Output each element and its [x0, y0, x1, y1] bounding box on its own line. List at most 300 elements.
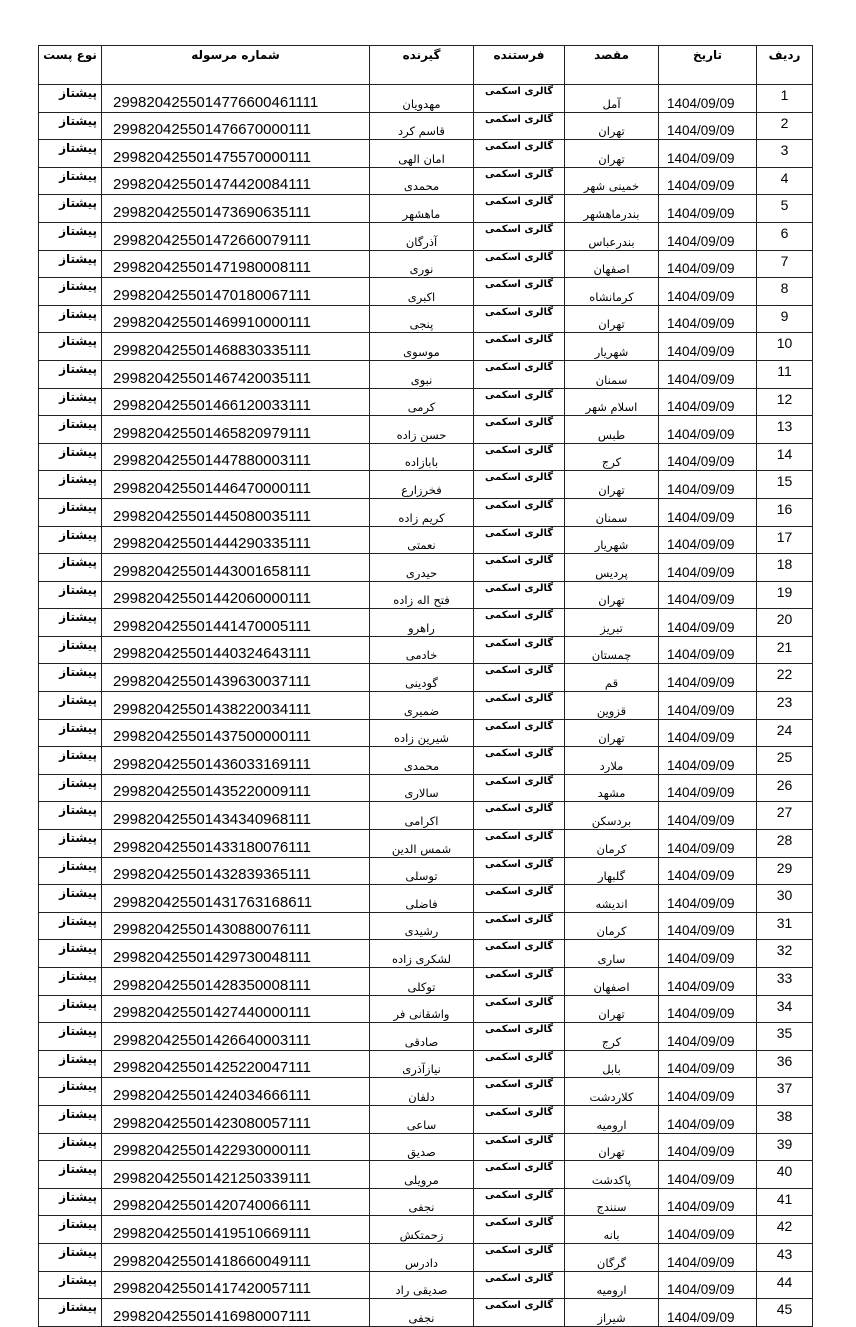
- tracking-number-cell: 299820425501444290335111: [102, 526, 370, 554]
- destination-cell: تهران: [565, 305, 659, 333]
- post-type-cell: پیشتاز: [39, 1188, 102, 1216]
- receiver-cell: توسلی: [370, 857, 474, 885]
- row-number-cell: 11: [757, 360, 813, 388]
- header-sender: فرستنده: [474, 46, 565, 85]
- sender-cell: گالری اسکمی: [474, 471, 565, 499]
- date-cell: 1404/09/09: [659, 692, 757, 720]
- header-post-type: نوع پست: [39, 46, 102, 85]
- destination-cell: تهران: [565, 719, 659, 747]
- destination-cell: کرج: [565, 1023, 659, 1051]
- post-type-cell: پیشتاز: [39, 1078, 102, 1106]
- post-type-cell: پیشتاز: [39, 526, 102, 554]
- date-cell: 1404/09/09: [659, 360, 757, 388]
- date-cell: 1404/09/09: [659, 1078, 757, 1106]
- table-row: [39, 498, 813, 526]
- date-cell: 1404/09/09: [659, 802, 757, 830]
- post-type-cell: پیشتاز: [39, 857, 102, 885]
- destination-cell: اندیشه: [565, 885, 659, 913]
- row-number-cell: 32: [757, 940, 813, 968]
- table-row: [39, 636, 813, 664]
- destination-cell: پردیس: [565, 554, 659, 582]
- post-type-cell: پیشتاز: [39, 167, 102, 195]
- destination-cell: تهران: [565, 581, 659, 609]
- post-type-cell: پیشتاز: [39, 1216, 102, 1244]
- sender-cell: گالری اسکمی: [474, 167, 565, 195]
- destination-cell: کرمانشاه: [565, 278, 659, 306]
- sender-cell: گالری اسکمی: [474, 140, 565, 168]
- sender-cell: گالری اسکمی: [474, 1133, 565, 1161]
- sender-cell: گالری اسکمی: [474, 636, 565, 664]
- row-number-cell: 38: [757, 1105, 813, 1133]
- destination-cell: قزوین: [565, 692, 659, 720]
- row-number-cell: 41: [757, 1188, 813, 1216]
- row-number-cell: 7: [757, 250, 813, 278]
- row-number-cell: 28: [757, 830, 813, 858]
- row-number-cell: 45: [757, 1299, 813, 1327]
- receiver-cell: کریم زاده: [370, 498, 474, 526]
- post-type-cell: پیشتاز: [39, 1243, 102, 1271]
- receiver-cell: توکلی: [370, 968, 474, 996]
- row-number-cell: 25: [757, 747, 813, 775]
- post-type-cell: پیشتاز: [39, 112, 102, 140]
- table-row: [39, 278, 813, 306]
- table-row: [39, 1105, 813, 1133]
- row-number-cell: 27: [757, 802, 813, 830]
- receiver-cell: نبوی: [370, 360, 474, 388]
- destination-cell: خمینی شهر: [565, 167, 659, 195]
- post-type-cell: پیشتاز: [39, 747, 102, 775]
- destination-cell: شیراز: [565, 1299, 659, 1327]
- table-header-row: [39, 46, 813, 85]
- row-number-cell: 44: [757, 1271, 813, 1299]
- sender-cell: گالری اسکمی: [474, 802, 565, 830]
- tracking-number-cell: 299820425501423080057111: [102, 1105, 370, 1133]
- date-cell: 1404/09/09: [659, 471, 757, 499]
- receiver-cell: لشکری زاده: [370, 940, 474, 968]
- tracking-number-cell: 299820425501427440000111: [102, 995, 370, 1023]
- receiver-cell: صدیق: [370, 1133, 474, 1161]
- post-type-cell: پیشتاز: [39, 1105, 102, 1133]
- sender-cell: گالری اسکمی: [474, 774, 565, 802]
- sender-cell: گالری اسکمی: [474, 692, 565, 720]
- table-row: [39, 554, 813, 582]
- sender-cell: گالری اسکمی: [474, 85, 565, 113]
- receiver-cell: نجفی: [370, 1188, 474, 1216]
- tracking-number-cell: 299820425501424034666111: [102, 1078, 370, 1106]
- table-row: [39, 774, 813, 802]
- destination-cell: چمستان: [565, 636, 659, 664]
- row-number-cell: 12: [757, 388, 813, 416]
- destination-cell: اصفهان: [565, 250, 659, 278]
- receiver-cell: اکبری: [370, 278, 474, 306]
- post-type-cell: پیشتاز: [39, 443, 102, 471]
- receiver-cell: نوری: [370, 250, 474, 278]
- row-number-cell: 17: [757, 526, 813, 554]
- tracking-number-cell: 299820425501435220009111: [102, 774, 370, 802]
- sender-cell: گالری اسکمی: [474, 526, 565, 554]
- sender-cell: گالری اسکمی: [474, 664, 565, 692]
- date-cell: 1404/09/09: [659, 443, 757, 471]
- sender-cell: گالری اسکمی: [474, 940, 565, 968]
- tracking-number-cell: 299820425501418660049111: [102, 1243, 370, 1271]
- table-row: [39, 305, 813, 333]
- table-row: [39, 692, 813, 720]
- date-cell: 1404/09/09: [659, 912, 757, 940]
- post-type-cell: پیشتاز: [39, 885, 102, 913]
- tracking-number-cell: 299820425501438220034111: [102, 692, 370, 720]
- receiver-cell: امان الهی: [370, 140, 474, 168]
- shipments-table: [38, 45, 813, 1327]
- receiver-cell: ماهشهر: [370, 195, 474, 223]
- receiver-cell: فخرزارع: [370, 471, 474, 499]
- row-number-cell: 5: [757, 195, 813, 223]
- tracking-number-cell: 2998204255014776600461111: [102, 85, 370, 113]
- post-type-cell: پیشتاز: [39, 360, 102, 388]
- destination-cell: سمنان: [565, 498, 659, 526]
- shipment-sheet: [38, 45, 812, 1327]
- receiver-cell: قاسم کرد: [370, 112, 474, 140]
- row-number-cell: 21: [757, 636, 813, 664]
- destination-cell: ارومیه: [565, 1271, 659, 1299]
- post-type-cell: پیشتاز: [39, 278, 102, 306]
- sender-cell: گالری اسکمی: [474, 554, 565, 582]
- date-cell: 1404/09/09: [659, 250, 757, 278]
- destination-cell: گرگان: [565, 1243, 659, 1271]
- row-number-cell: 39: [757, 1133, 813, 1161]
- receiver-cell: دادرس: [370, 1243, 474, 1271]
- row-number-cell: 33: [757, 968, 813, 996]
- receiver-cell: حسن زاده: [370, 416, 474, 444]
- date-cell: 1404/09/09: [659, 195, 757, 223]
- post-type-cell: پیشتاز: [39, 581, 102, 609]
- receiver-cell: ضمیری: [370, 692, 474, 720]
- tracking-number-cell: 299820425501443001658111: [102, 554, 370, 582]
- receiver-cell: سالاری: [370, 774, 474, 802]
- destination-cell: کرمان: [565, 830, 659, 858]
- table-row: [39, 85, 813, 113]
- receiver-cell: حیدری: [370, 554, 474, 582]
- tracking-number-cell: 299820425501436033169111: [102, 747, 370, 775]
- destination-cell: طبس: [565, 416, 659, 444]
- receiver-cell: شیرین زاده: [370, 719, 474, 747]
- date-cell: 1404/09/09: [659, 305, 757, 333]
- destination-cell: گلبهار: [565, 857, 659, 885]
- row-number-cell: 22: [757, 664, 813, 692]
- destination-cell: اصفهان: [565, 968, 659, 996]
- tracking-number-cell: 299820425501441470005111: [102, 609, 370, 637]
- date-cell: 1404/09/09: [659, 664, 757, 692]
- sender-cell: گالری اسکمی: [474, 581, 565, 609]
- date-cell: 1404/09/09: [659, 1216, 757, 1244]
- sender-cell: گالری اسکمی: [474, 719, 565, 747]
- post-type-cell: پیشتاز: [39, 333, 102, 361]
- sender-cell: گالری اسکمی: [474, 609, 565, 637]
- sender-cell: گالری اسکمی: [474, 1216, 565, 1244]
- tracking-number-cell: 299820425501470180067111: [102, 278, 370, 306]
- table-row: [39, 830, 813, 858]
- date-cell: 1404/09/09: [659, 1161, 757, 1189]
- post-type-cell: پیشتاز: [39, 636, 102, 664]
- receiver-cell: موسوی: [370, 333, 474, 361]
- table-row: [39, 360, 813, 388]
- destination-cell: سنندج: [565, 1188, 659, 1216]
- receiver-cell: واشقانی فر: [370, 995, 474, 1023]
- date-cell: 1404/09/09: [659, 112, 757, 140]
- tracking-number-cell: 299820425501437500000111: [102, 719, 370, 747]
- receiver-cell: نیازآذری: [370, 1050, 474, 1078]
- destination-cell: بابل: [565, 1050, 659, 1078]
- post-type-cell: پیشتاز: [39, 305, 102, 333]
- row-number-cell: 36: [757, 1050, 813, 1078]
- destination-cell: اسلام شهر: [565, 388, 659, 416]
- row-number-cell: 1: [757, 85, 813, 113]
- row-number-cell: 29: [757, 857, 813, 885]
- destination-cell: بندرعباس: [565, 222, 659, 250]
- destination-cell: کرج: [565, 443, 659, 471]
- sender-cell: گالری اسکمی: [474, 1243, 565, 1271]
- receiver-cell: محمدی: [370, 167, 474, 195]
- table-row: [39, 526, 813, 554]
- table-row: [39, 857, 813, 885]
- post-type-cell: پیشتاز: [39, 416, 102, 444]
- destination-cell: کرمان: [565, 912, 659, 940]
- receiver-cell: اکرامی: [370, 802, 474, 830]
- sender-cell: گالری اسکمی: [474, 443, 565, 471]
- sender-cell: گالری اسکمی: [474, 278, 565, 306]
- table-row: [39, 1023, 813, 1051]
- receiver-cell: ساعی: [370, 1105, 474, 1133]
- row-number-cell: 13: [757, 416, 813, 444]
- sender-cell: گالری اسکمی: [474, 995, 565, 1023]
- table-row: [39, 443, 813, 471]
- row-number-cell: 9: [757, 305, 813, 333]
- date-cell: 1404/09/09: [659, 167, 757, 195]
- receiver-cell: مرویلی: [370, 1161, 474, 1189]
- receiver-cell: آذرگان: [370, 222, 474, 250]
- tracking-number-cell: 299820425501419510669111: [102, 1216, 370, 1244]
- sender-cell: گالری اسکمی: [474, 1105, 565, 1133]
- tracking-number-cell: 299820425501416980007111: [102, 1299, 370, 1327]
- header-destination: مقصد: [565, 46, 659, 85]
- tracking-number-cell: 299820425501465820979111: [102, 416, 370, 444]
- tracking-number-cell: 299820425501429730048111: [102, 940, 370, 968]
- table-row: [39, 802, 813, 830]
- tracking-number-cell: 299820425501466120033111: [102, 388, 370, 416]
- date-cell: 1404/09/09: [659, 857, 757, 885]
- post-type-cell: پیشتاز: [39, 664, 102, 692]
- post-type-cell: پیشتاز: [39, 1133, 102, 1161]
- destination-cell: مشهد: [565, 774, 659, 802]
- table-row: [39, 388, 813, 416]
- date-cell: 1404/09/09: [659, 968, 757, 996]
- table-row: [39, 222, 813, 250]
- date-cell: 1404/09/09: [659, 1023, 757, 1051]
- sender-cell: گالری اسکمی: [474, 305, 565, 333]
- tracking-number-cell: 299820425501431763168611: [102, 885, 370, 913]
- tracking-number-cell: 299820425501442060000111: [102, 581, 370, 609]
- post-type-cell: پیشتاز: [39, 774, 102, 802]
- receiver-cell: محمدی: [370, 747, 474, 775]
- tracking-number-cell: 299820425501467420035111: [102, 360, 370, 388]
- date-cell: 1404/09/09: [659, 554, 757, 582]
- post-type-cell: پیشتاز: [39, 498, 102, 526]
- row-number-cell: 37: [757, 1078, 813, 1106]
- destination-cell: کلاردشت: [565, 1078, 659, 1106]
- date-cell: 1404/09/09: [659, 85, 757, 113]
- destination-cell: بردسکن: [565, 802, 659, 830]
- date-cell: 1404/09/09: [659, 995, 757, 1023]
- row-number-cell: 20: [757, 609, 813, 637]
- post-type-cell: پیشتاز: [39, 719, 102, 747]
- tracking-number-cell: 299820425501445080035111: [102, 498, 370, 526]
- destination-cell: ملارد: [565, 747, 659, 775]
- post-type-cell: پیشتاز: [39, 1299, 102, 1327]
- header-tracking-number: شماره مرسوله: [102, 46, 370, 85]
- table-row: [39, 112, 813, 140]
- date-cell: 1404/09/09: [659, 140, 757, 168]
- header-row-number: ردیف: [757, 46, 813, 85]
- table-row: [39, 581, 813, 609]
- row-number-cell: 4: [757, 167, 813, 195]
- receiver-cell: پنجی: [370, 305, 474, 333]
- post-type-cell: پیشتاز: [39, 692, 102, 720]
- destination-cell: پاکدشت: [565, 1161, 659, 1189]
- post-type-cell: پیشتاز: [39, 968, 102, 996]
- row-number-cell: 15: [757, 471, 813, 499]
- post-type-cell: پیشتاز: [39, 940, 102, 968]
- receiver-cell: فاضلی: [370, 885, 474, 913]
- table-row: [39, 912, 813, 940]
- tracking-number-cell: 299820425501417420057111: [102, 1271, 370, 1299]
- destination-cell: تبریز: [565, 609, 659, 637]
- sender-cell: گالری اسکمی: [474, 1050, 565, 1078]
- destination-cell: تهران: [565, 140, 659, 168]
- date-cell: 1404/09/09: [659, 333, 757, 361]
- receiver-cell: رشیدی: [370, 912, 474, 940]
- tracking-number-cell: 299820425501447880003111: [102, 443, 370, 471]
- receiver-cell: صادقی: [370, 1023, 474, 1051]
- destination-cell: ارومیه: [565, 1105, 659, 1133]
- table-row: [39, 747, 813, 775]
- date-cell: 1404/09/09: [659, 1243, 757, 1271]
- date-cell: 1404/09/09: [659, 1188, 757, 1216]
- table-row: [39, 1188, 813, 1216]
- destination-cell: تهران: [565, 995, 659, 1023]
- header-date: تاریخ: [659, 46, 757, 85]
- tracking-number-cell: 299820425501472660079111: [102, 222, 370, 250]
- receiver-cell: دلفان: [370, 1078, 474, 1106]
- receiver-cell: فتح اله زاده: [370, 581, 474, 609]
- destination-cell: آمل: [565, 85, 659, 113]
- post-type-cell: پیشتاز: [39, 609, 102, 637]
- destination-cell: ساری: [565, 940, 659, 968]
- row-number-cell: 31: [757, 912, 813, 940]
- table-row: [39, 609, 813, 637]
- row-number-cell: 35: [757, 1023, 813, 1051]
- sender-cell: گالری اسکمی: [474, 112, 565, 140]
- row-number-cell: 10: [757, 333, 813, 361]
- destination-cell: سمنان: [565, 360, 659, 388]
- table-row: [39, 1050, 813, 1078]
- date-cell: 1404/09/09: [659, 416, 757, 444]
- row-number-cell: 34: [757, 995, 813, 1023]
- table-row: [39, 885, 813, 913]
- tracking-number-cell: 299820425501434340968111: [102, 802, 370, 830]
- sender-cell: گالری اسکمی: [474, 416, 565, 444]
- destination-cell: تهران: [565, 112, 659, 140]
- sender-cell: گالری اسکمی: [474, 830, 565, 858]
- row-number-cell: 42: [757, 1216, 813, 1244]
- date-cell: 1404/09/09: [659, 747, 757, 775]
- row-number-cell: 16: [757, 498, 813, 526]
- table-row: [39, 968, 813, 996]
- row-number-cell: 3: [757, 140, 813, 168]
- sender-cell: گالری اسکمی: [474, 195, 565, 223]
- table-row: [39, 1161, 813, 1189]
- date-cell: 1404/09/09: [659, 1299, 757, 1327]
- row-number-cell: 14: [757, 443, 813, 471]
- tracking-number-cell: 299820425501474420084111: [102, 167, 370, 195]
- tracking-number-cell: 299820425501425220047111: [102, 1050, 370, 1078]
- date-cell: 1404/09/09: [659, 774, 757, 802]
- destination-cell: تهران: [565, 471, 659, 499]
- tracking-number-cell: 299820425501421250339111: [102, 1161, 370, 1189]
- tracking-number-cell: 299820425501420740066111: [102, 1188, 370, 1216]
- sender-cell: گالری اسکمی: [474, 1078, 565, 1106]
- post-type-cell: پیشتاز: [39, 830, 102, 858]
- tracking-number-cell: 299820425501469910000111: [102, 305, 370, 333]
- post-type-cell: پیشتاز: [39, 222, 102, 250]
- sender-cell: گالری اسکمی: [474, 885, 565, 913]
- destination-cell: تهران: [565, 1133, 659, 1161]
- table-row: [39, 167, 813, 195]
- date-cell: 1404/09/09: [659, 940, 757, 968]
- post-type-cell: پیشتاز: [39, 912, 102, 940]
- date-cell: 1404/09/09: [659, 388, 757, 416]
- date-cell: 1404/09/09: [659, 636, 757, 664]
- row-number-cell: 43: [757, 1243, 813, 1271]
- tracking-number-cell: 299820425501475570000111: [102, 140, 370, 168]
- table-row: [39, 1078, 813, 1106]
- tracking-number-cell: 299820425501476670000111: [102, 112, 370, 140]
- receiver-cell: نجفی: [370, 1299, 474, 1327]
- date-cell: 1404/09/09: [659, 222, 757, 250]
- sender-cell: گالری اسکمی: [474, 1023, 565, 1051]
- sender-cell: گالری اسکمی: [474, 333, 565, 361]
- tracking-number-cell: 299820425501433180076111: [102, 830, 370, 858]
- date-cell: 1404/09/09: [659, 830, 757, 858]
- date-cell: 1404/09/09: [659, 526, 757, 554]
- date-cell: 1404/09/09: [659, 1133, 757, 1161]
- sender-cell: گالری اسکمی: [474, 1271, 565, 1299]
- destination-cell: بانه: [565, 1216, 659, 1244]
- row-number-cell: 2: [757, 112, 813, 140]
- tracking-number-cell: 299820425501471980008111: [102, 250, 370, 278]
- tracking-number-cell: 299820425501428350008111: [102, 968, 370, 996]
- post-type-cell: پیشتاز: [39, 1050, 102, 1078]
- table-row: [39, 719, 813, 747]
- destination-cell: قم: [565, 664, 659, 692]
- table-row: [39, 471, 813, 499]
- post-type-cell: پیشتاز: [39, 140, 102, 168]
- table-row: [39, 1133, 813, 1161]
- tracking-number-cell: 299820425501430880076111: [102, 912, 370, 940]
- receiver-cell: زحمتکش: [370, 1216, 474, 1244]
- tracking-number-cell: 299820425501468830335111: [102, 333, 370, 361]
- tracking-number-cell: 299820425501426640003111: [102, 1023, 370, 1051]
- sender-cell: گالری اسکمی: [474, 968, 565, 996]
- destination-cell: بندرماهشهر: [565, 195, 659, 223]
